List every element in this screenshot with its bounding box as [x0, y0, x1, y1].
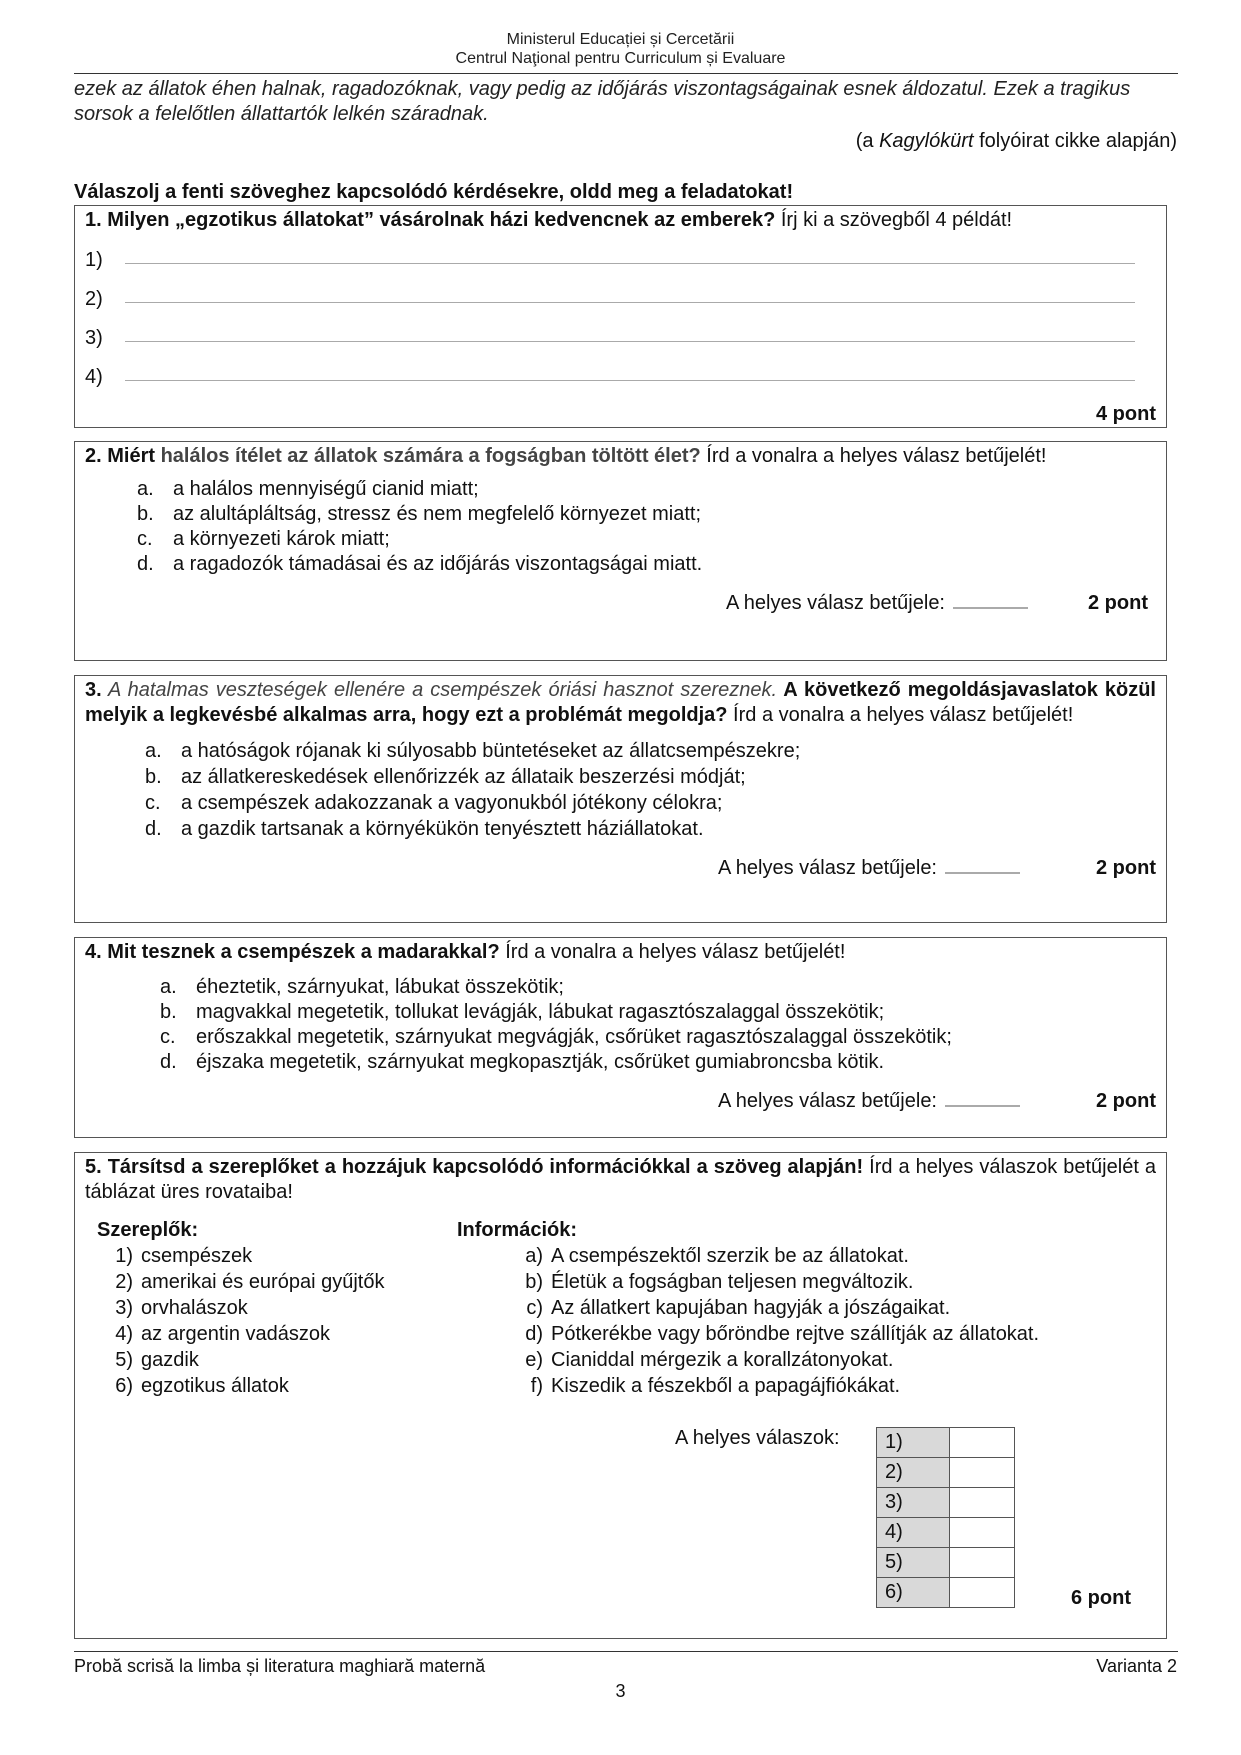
- info-text: Kiszedik a fészekből a papagájfiókákat.: [551, 1375, 901, 1397]
- answer-cell[interactable]: [950, 1548, 1015, 1578]
- source-citation: [856, 130, 1177, 153]
- actor-number: 3): [115, 1297, 133, 1319]
- info-letter: a): [525, 1245, 543, 1267]
- answer-line-4[interactable]: [75, 350, 1166, 389]
- question-5-points: 6 pont: [1071, 1587, 1131, 1609]
- info-item: [507, 1321, 1039, 1347]
- footer-exam-title: Probă scrisă la limba și literatura maghiară maternă: [74, 1656, 486, 1676]
- option-b: [145, 764, 1166, 790]
- option-text: éjszaka megetetik, szárnyukat megkopasztják, csőrüket gumiabroncsba kötik.: [196, 1051, 885, 1073]
- answer-input-3[interactable]: [125, 341, 1135, 342]
- actor-text: orvhalászok: [141, 1297, 248, 1319]
- option-text: éheztetik, szárnyukat, lábukat összekötik;: [196, 976, 564, 998]
- actor-item: [97, 1269, 457, 1295]
- answer-row-key: 4): [877, 1518, 950, 1548]
- info-letter: c): [526, 1297, 543, 1319]
- option-text: a gazdik tartsanak a környékükön tenyésztett háziállatokat.: [181, 818, 704, 840]
- option-letter: d.: [160, 1051, 177, 1073]
- option-c: [137, 527, 1166, 552]
- question-4-box: [74, 937, 1167, 1138]
- option-letter: a.: [145, 740, 162, 762]
- actor-item: [97, 1321, 457, 1347]
- answer-cell[interactable]: [950, 1518, 1015, 1548]
- actor-text: csempészek: [141, 1245, 253, 1267]
- question-2-box: [74, 441, 1167, 661]
- option-letter: a.: [160, 976, 177, 998]
- answer-label: A helyes válasz betűjele:: [717, 1090, 937, 1112]
- actor-text: gazdik: [141, 1349, 199, 1371]
- header-divider: [74, 73, 1178, 74]
- source-prefix: (a: [855, 130, 880, 152]
- option-text: a halálos mennyiségű cianid miatt;: [173, 478, 479, 500]
- question-3-box: [74, 675, 1167, 923]
- actor-text: egzotikus állatok: [141, 1375, 289, 1397]
- answer-label: A helyes válasz betűjele:: [725, 592, 945, 614]
- footer-divider: [74, 1651, 1178, 1652]
- question-3-number: 3.: [85, 679, 102, 701]
- info-column: [457, 1217, 1039, 1399]
- answer-cell[interactable]: [950, 1578, 1015, 1608]
- question-3-instruction: Írd a vonalra a helyes válasz betűjelét!: [727, 704, 1074, 726]
- option-text: magvakkal megetetik, tollukat levágják, lábukat ragasztószalaggal összekötik;: [196, 1001, 885, 1023]
- answer-blank[interactable]: [953, 589, 1028, 609]
- option-d: [137, 552, 1166, 577]
- question-3-options: [145, 738, 1166, 842]
- answer-row: [877, 1458, 1015, 1488]
- question-3-prompt: A következő megoldásjavaslatok közül melyik a legkevésbé alkalmas arra, hogy ezt a problémát megoldja?: [85, 679, 1156, 726]
- actor-number: 4): [115, 1323, 133, 1345]
- answers-label: A helyes válaszok:: [675, 1427, 840, 1449]
- answer-label: A helyes válasz betűjele:: [717, 857, 937, 879]
- option-c: [160, 1025, 1166, 1050]
- question-1-prompt: 1. Milyen „egzotikus állatokat” vásárolnak házi kedvencnek az emberek?: [85, 209, 776, 231]
- question-2-instruction: Írd a vonalra a helyes válasz betűjelét!: [700, 445, 1047, 467]
- question-2-number: 2. Miért: [85, 445, 156, 467]
- answer-line-2[interactable]: [75, 272, 1166, 311]
- question-5-text: [75, 1153, 1166, 1205]
- answer-row-key: 1): [877, 1428, 950, 1458]
- question-1-text: [75, 206, 1166, 233]
- info-text: A csempészektől szerzik be az állatokat.: [551, 1245, 909, 1267]
- header-ministry: Ministerul Educației și Cercetării: [506, 31, 735, 48]
- actors-column: [75, 1217, 457, 1399]
- answer-row: [877, 1428, 1015, 1458]
- question-3-text: [75, 676, 1166, 728]
- answer-blank[interactable]: [945, 854, 1020, 874]
- option-b: [160, 1000, 1166, 1025]
- actor-text: amerikai és európai gyűjtők: [141, 1271, 385, 1293]
- answer-row: [877, 1488, 1015, 1518]
- option-text: a környezeti károk miatt;: [173, 528, 390, 550]
- question-2-points: 2 pont: [1088, 592, 1148, 614]
- info-text: Pótkerékbe vagy bőröndbe rejtve szállítják az állatokat.: [551, 1323, 1040, 1345]
- option-text: az állatkereskedések ellenőrizzék az állataik beszerzési módját;: [181, 766, 746, 788]
- answer-input-1[interactable]: [125, 263, 1135, 264]
- actor-number: 2): [115, 1271, 133, 1293]
- option-letter: c.: [160, 1026, 176, 1048]
- question-2-text: [75, 442, 1166, 469]
- option-text: a hatóságok rójanak ki súlyosabb büntetéseket az állatcsempészekre;: [181, 740, 801, 762]
- option-letter: d.: [137, 553, 154, 575]
- answer-cell[interactable]: [950, 1488, 1015, 1518]
- question-3-response: [75, 854, 1166, 880]
- answer-blank[interactable]: [945, 1087, 1020, 1107]
- actor-number: 5): [115, 1349, 133, 1371]
- question-1-instruction: Írj ki a szövegből 4 példát!: [775, 209, 1013, 231]
- info-item: [507, 1373, 1039, 1399]
- question-5-box: [74, 1152, 1167, 1639]
- info-letter: f): [530, 1375, 543, 1397]
- question-4-options: [160, 975, 1166, 1075]
- question-5-instruction: Írd a helyes válaszok betűjelét a táblázat üres rovataiba!: [85, 1156, 1157, 1203]
- option-a: [160, 975, 1166, 1000]
- answer-row-key: 5): [877, 1548, 950, 1578]
- source-title: Kagylókürt: [879, 130, 974, 152]
- answer-input-4[interactable]: [125, 380, 1135, 381]
- question-2-options: [137, 477, 1166, 577]
- question-4-points: 2 pont: [1096, 1090, 1156, 1112]
- question-4-text: [75, 938, 1166, 965]
- question-1-points: 4 pont: [1096, 403, 1156, 425]
- answer-cell[interactable]: [950, 1458, 1015, 1488]
- answer-input-2[interactable]: [125, 302, 1135, 303]
- question-4-prompt: 4. Mit tesznek a csempészek a madarakkal?: [85, 941, 500, 963]
- question-5-prompt: 5. Társítsd a szereplőket a hozzájuk kapcsolódó információkkal a szöveg alapján!: [85, 1156, 864, 1178]
- option-letter: a.: [137, 478, 154, 500]
- page-number: 3: [615, 1681, 626, 1701]
- option-letter: b.: [145, 766, 162, 788]
- option-text: az alultápláltság, stressz és nem megfelelő környezet miatt;: [173, 503, 702, 525]
- option-d: [160, 1050, 1166, 1075]
- answer-line-number: 2): [85, 288, 103, 310]
- option-a: [145, 738, 1166, 764]
- info-item: [507, 1269, 1039, 1295]
- option-text: a csempészek adakozzanak a vagyonukból jótékony célokra;: [181, 792, 723, 814]
- option-a: [137, 477, 1166, 502]
- question-1-box: [74, 205, 1167, 428]
- answer-cell[interactable]: [950, 1428, 1015, 1458]
- question-3-points: 2 pont: [1096, 857, 1156, 879]
- info-text: Életük a fogságban teljesen megváltozik.: [551, 1271, 914, 1293]
- option-text: erőszakkal megetetik, szárnyukat megvágják, csőrüket ragasztószalaggal összekötik;: [196, 1026, 952, 1048]
- info-item: [507, 1295, 1039, 1321]
- answer-line-number: 3): [85, 327, 103, 349]
- actor-item: [97, 1347, 457, 1373]
- intro-paragraph: ezek az állatok éhen halnak, ragadozóknak, vagy pedig az időjárás viszontagságainak esnek áldozatul. Ezek a tragikus sorsok a felelőtlen állattartók lelkén száradnak.: [74, 78, 1131, 125]
- option-letter: c.: [145, 792, 161, 814]
- answer-row-key: 6): [877, 1578, 950, 1608]
- info-item: [507, 1347, 1039, 1373]
- option-letter: b.: [160, 1001, 177, 1023]
- source-suffix: folyóirat cikke alapján): [973, 130, 1177, 152]
- option-c: [145, 790, 1166, 816]
- question-4-response: [75, 1087, 1166, 1113]
- header-center: Centrul Naţional pentru Curriculum și Evaluare: [455, 50, 786, 67]
- page-header: [0, 30, 1241, 68]
- answer-line-number: 1): [85, 249, 103, 271]
- info-letter: e): [525, 1349, 543, 1371]
- info-text: Cianiddal mérgezik a korallzátonyokat.: [551, 1349, 894, 1371]
- answer-row: [877, 1518, 1015, 1548]
- actors-heading: Szereplők:: [97, 1219, 199, 1241]
- answer-table: [876, 1427, 1015, 1608]
- question-2-response: [75, 589, 1166, 615]
- question-3-quote: A hatalmas veszteségek ellenére a csempészek óriási hasznot szereznek.: [101, 679, 778, 701]
- answer-line-3[interactable]: [75, 311, 1166, 350]
- answer-line-number: 4): [85, 366, 103, 388]
- instructions-heading: Válaszolj a fenti szöveghez kapcsolódó kérdésekre, oldd meg a feladatokat!: [74, 181, 794, 203]
- option-letter: b.: [137, 503, 154, 525]
- matching-columns: [75, 1217, 1166, 1399]
- info-letter: d): [525, 1323, 543, 1345]
- actor-item: [97, 1295, 457, 1321]
- answer-row: [877, 1548, 1015, 1578]
- actor-text: az argentin vadászok: [141, 1323, 331, 1345]
- info-letter: b): [525, 1271, 543, 1293]
- answer-row-key: 2): [877, 1458, 950, 1488]
- option-d: [145, 816, 1166, 842]
- info-text: Az állatkert kapujában hagyják a jószágaikat.: [551, 1297, 951, 1319]
- question-2-prompt: halálos ítélet az állatok számára a fogságban töltött élet?: [155, 445, 701, 467]
- actor-number: 6): [115, 1375, 133, 1397]
- actor-item: [97, 1373, 457, 1399]
- option-letter: d.: [145, 818, 162, 840]
- info-item: [507, 1243, 1039, 1269]
- question-4-instruction: Írd a vonalra a helyes válasz betűjelét!: [499, 941, 846, 963]
- actor-number: 1): [115, 1245, 133, 1267]
- actor-item: [97, 1243, 457, 1269]
- option-text: a ragadozók támadásai és az időjárás viszontagságai miatt.: [173, 553, 703, 575]
- option-b: [137, 502, 1166, 527]
- answer-row-key: 3): [877, 1488, 950, 1518]
- option-letter: c.: [137, 528, 153, 550]
- answer-line-1[interactable]: [75, 233, 1166, 272]
- info-heading: Információk:: [457, 1219, 578, 1241]
- footer-variant: Varianta 2: [1096, 1656, 1177, 1676]
- answer-row: [877, 1578, 1015, 1608]
